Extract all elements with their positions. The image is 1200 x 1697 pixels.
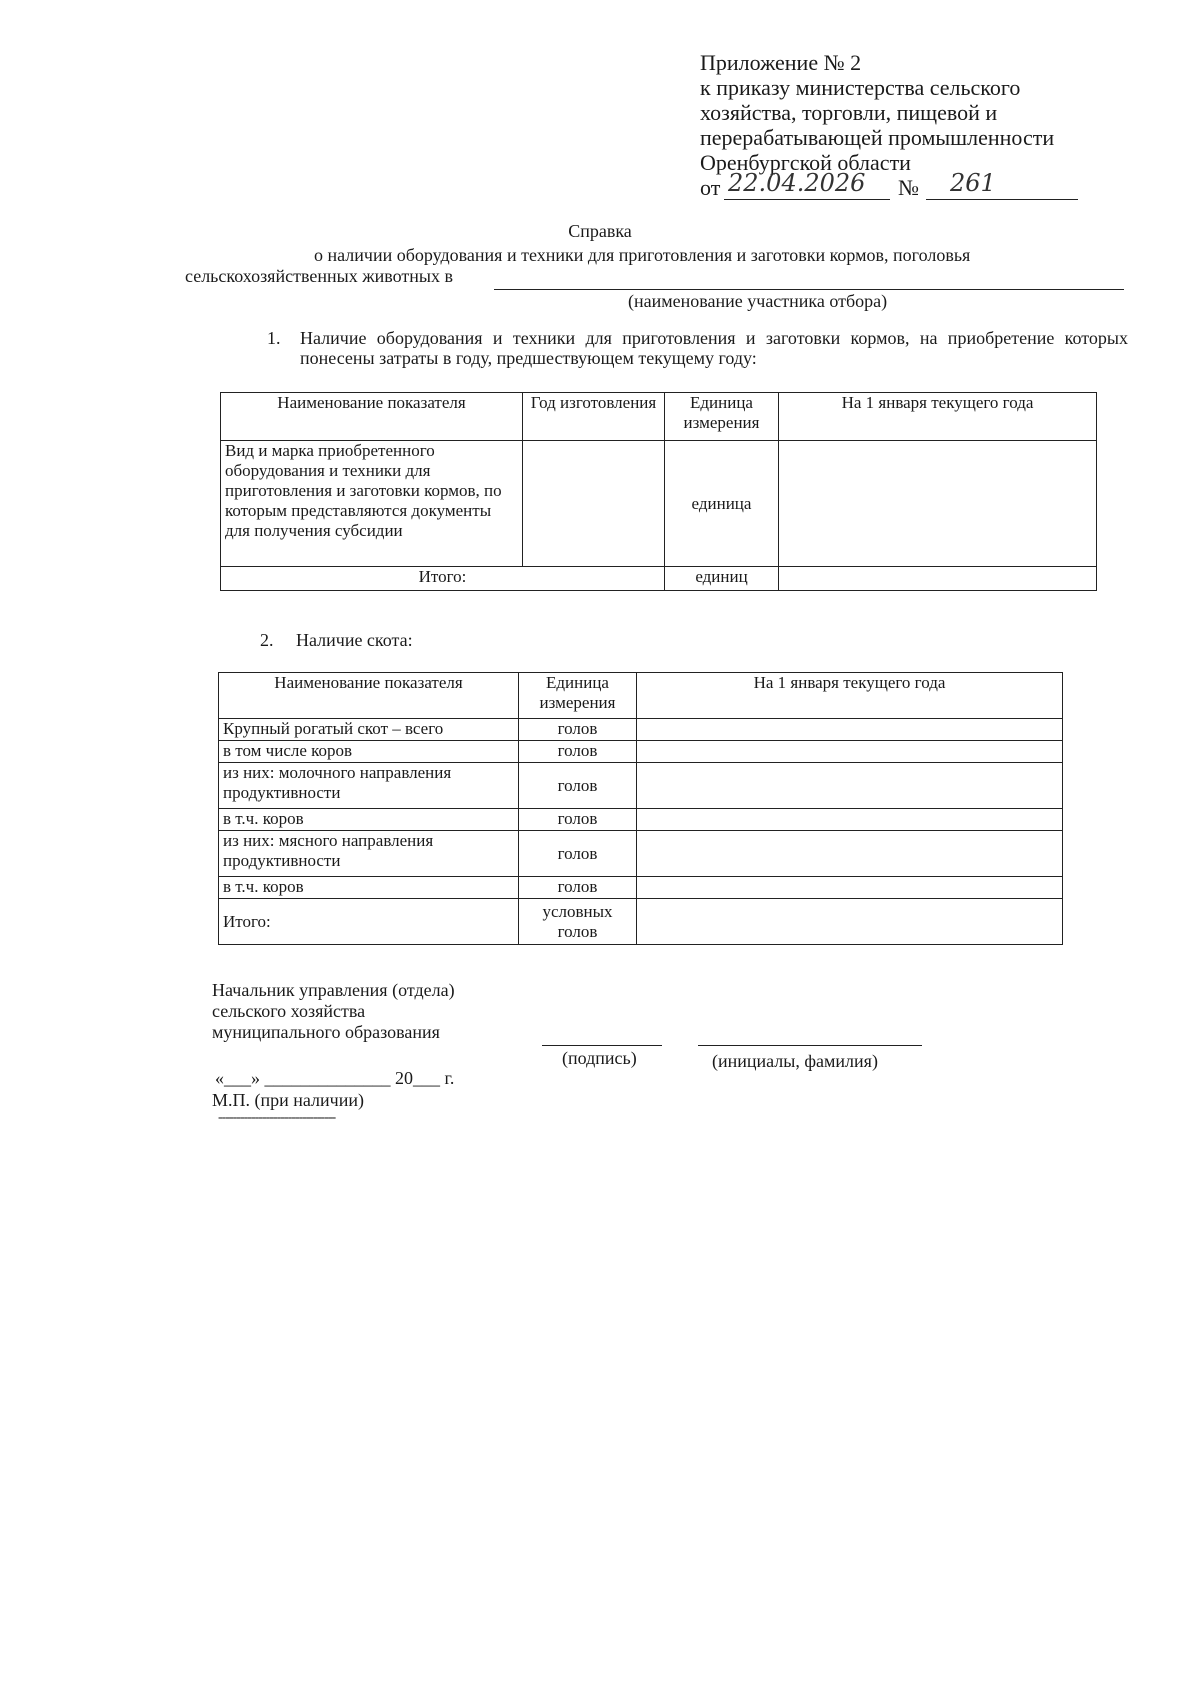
section1-text: Наличие оборудования и техники для приготовления и заготовки кормов, на приобретение которых понесены затраты в году, предшествующем текущему году:: [300, 328, 1128, 368]
t1-header-year: Год изготовления: [523, 393, 665, 441]
appendix-line-5: Оренбургской области: [700, 150, 911, 175]
signature-caption: (подпись): [562, 1048, 637, 1068]
signatory-line-3: муниципального образования: [212, 1022, 440, 1042]
t1-total-value: [779, 567, 1097, 591]
signatory-block: [212, 980, 455, 1043]
subtitle-line-1: о наличии оборудования и техники для приготовления и заготовки кормов, поголовья: [314, 245, 971, 265]
table-row-label: Крупный рогатый скот – всего: [219, 719, 519, 741]
table-row-label: в т.ч. коров: [219, 809, 519, 831]
section1-number: 1.: [267, 328, 281, 348]
t2-header-indicator: Наименование показателя: [219, 673, 519, 719]
participant-caption: (наименование участника отбора): [628, 291, 888, 311]
section2-number: 2.: [260, 630, 274, 650]
t1-total-unit: единиц: [665, 567, 779, 591]
table-row-label: в т.ч. коров: [219, 877, 519, 899]
stamp-label: М.П. (при наличии): [212, 1090, 364, 1110]
dashed-separator: --------------------------------: [218, 1110, 336, 1125]
t1-header-jan1: На 1 января текущего года: [779, 393, 1097, 441]
appendix-line-4: перерабатывающей промышленности: [700, 125, 1055, 150]
table-row-label: из них: молочного направления продуктивности: [219, 763, 519, 809]
number-underline: [926, 199, 1078, 200]
appendix-line-2: к приказу министерства сельского: [700, 75, 1021, 100]
table-row-unit: голов: [519, 831, 637, 877]
t1-row-year: [523, 441, 665, 567]
from-label: от: [700, 175, 721, 200]
t2-header-jan1: На 1 января текущего года: [637, 673, 1063, 719]
table-row-value: [637, 877, 1063, 899]
section2-text: Наличие скота:: [296, 630, 413, 650]
number-label: №: [898, 175, 919, 200]
table-row-value: [637, 809, 1063, 831]
t1-header-indicator: Наименование показателя: [221, 393, 523, 441]
t1-row-label: Вид и марка приобретенного оборудования и техники для приготовления и заготовки кормов, по которым представляются документы для получения субсидии: [221, 441, 523, 567]
signature-line: [542, 1045, 662, 1046]
t1-total-label: Итого:: [221, 567, 665, 591]
document-title: Справка: [568, 221, 632, 241]
subtitle-line-2: сельскохозяйственных животных в: [185, 266, 453, 286]
t1-header-unit: Единица измерения: [665, 393, 779, 441]
participant-name-line: [494, 289, 1124, 290]
handwritten-number: 261: [950, 169, 996, 197]
table-row-unit: голов: [519, 763, 637, 809]
table-row-value: [637, 719, 1063, 741]
livestock-table: [218, 672, 1063, 945]
table-row-label: Итого:: [219, 899, 519, 945]
t2-header-unit: Единица измерения: [519, 673, 637, 719]
signatory-line-1: Начальник управления (отдела): [212, 980, 455, 1000]
table-row-label: в том числе коров: [219, 741, 519, 763]
appendix-line-1: Приложение № 2: [700, 50, 862, 75]
table-row-unit: условных голов: [519, 899, 637, 945]
table-row-value: [637, 831, 1063, 877]
handwritten-date: 22.04.2026: [728, 169, 866, 197]
table-row-value: [637, 899, 1063, 945]
table-row-unit: голов: [519, 809, 637, 831]
equipment-table: [220, 392, 1097, 591]
table-row-value: [637, 741, 1063, 763]
table-row-value: [637, 763, 1063, 809]
t1-row-value: [779, 441, 1097, 567]
table-row-label: из них: мясного направления продуктивности: [219, 831, 519, 877]
table-row-unit: голов: [519, 741, 637, 763]
section2-heading: [260, 630, 413, 651]
order-date-number-row: [700, 169, 1140, 203]
date-line: «___» ______________ 20___ г.: [215, 1068, 455, 1088]
signatory-line-2: сельского хозяйства: [212, 1001, 366, 1021]
name-line: [698, 1045, 922, 1046]
appendix-block: [700, 50, 1140, 203]
appendix-line-3: хозяйства, торговли, пищевой и: [700, 100, 998, 125]
name-caption: (инициалы, фамилия): [712, 1051, 878, 1071]
t1-row-unit: единица: [665, 441, 779, 567]
table-row-unit: голов: [519, 877, 637, 899]
date-underline: [724, 199, 890, 200]
table-row-unit: голов: [519, 719, 637, 741]
